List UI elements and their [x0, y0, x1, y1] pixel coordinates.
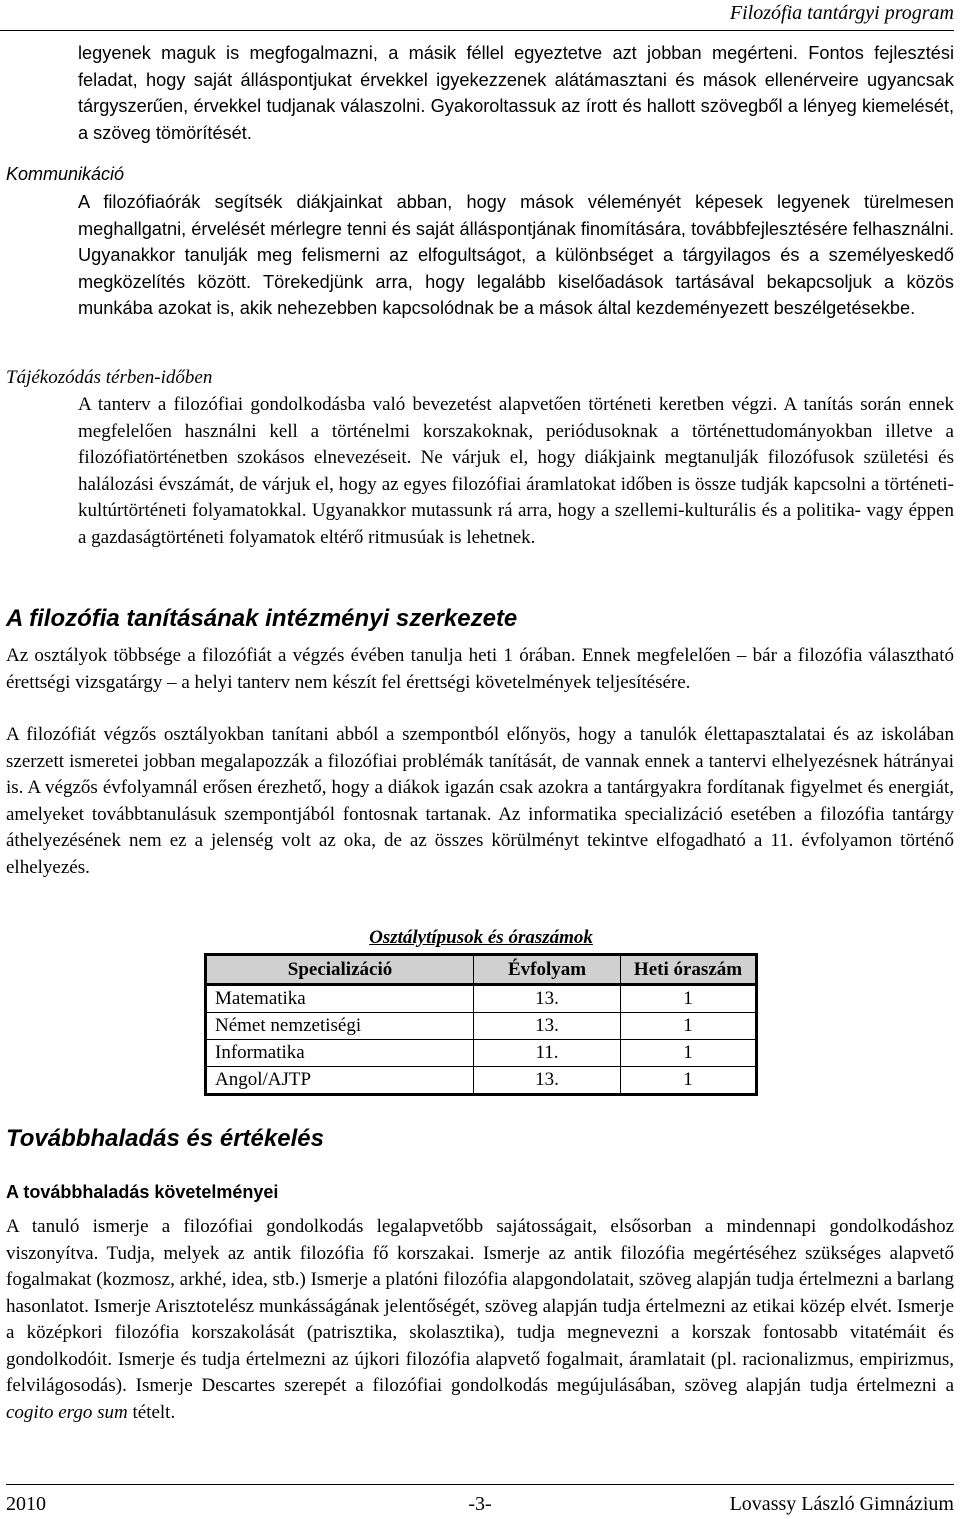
kovetelmenyek-italic-phrase: cogito ergo sum: [6, 1401, 128, 1423]
kovetelmenyek-text: A tanuló ismerje a filozófiai gondolkodás legalapvetőbb sajátosságait, elsősorban a mindennapi gondolkodáshoz viszonyítva. Tudja, melyek az antik filozófia fő korszakai. Ismerje az antik filozófia megértéséhez szükséges alapvető fogalmakat (kozmosz, arkhé, idea, stb.) Ismerje a platóni filozófia alapgondolatait, szöveg alapján tudja értelmezni a barlang hasonlatot. Ismerje Arisztotelész munkásságának jelentőségét, szöveg alapján tudja értelmezni az etikai közép elvét. Ismerje a középkori filozófia korszakolását (patrisztika, skolasztika), tudja megnevezni a korszak fontosabb vitatémáit és gondolkodóit. Ismerje és tudja értelmezni az újkori filozófia alapvető fogalmait, áramlatait (pl. racionalizmus, empirizmus, felvilágosodás). Ismerje Descartes szerepét a filozófiai gondolkodás megújulásában, szöveg alapján tudja értelmezni a: [6, 1216, 954, 1396]
column-header: Heti óraszám: [621, 955, 757, 985]
tajekozodas-paragraph: A tanterv a filozófiai gondolkodásba való bevezetést alapvetően történeti keretben végzi. A tanítás során ennek megfelelően használni kell a történelmi korszakoknak, periódusoknak a történettudományokban illetve a filozófiatörténetben szokásos elnevezéseit. Ne várjuk el, hogy diákjaink megtanulják filozófusok születési és halálozási évszámát, de várjuk el, hogy az egyes filozófiai áramlatokat időben is össze tudják kapcsolni a történeti-kultúrtörténeti folyamatokkal. Ugyanakkor mutassunk rá arra, hogy a szellemi-kulturális és a politika- vagy éppen a gazdaságtörténeti folyamatok eltérő ritmusúak is lehetnek.: [78, 394, 954, 548]
table-cell: Informatika: [206, 1040, 474, 1067]
table-caption: Osztálytípusok és óraszámok: [369, 927, 593, 948]
kommunikacio-subheading: Kommunikáció: [6, 164, 125, 184]
column-header: Specializáció: [206, 955, 474, 985]
table-row: [206, 1013, 757, 1040]
footer-page-number: -3-: [468, 1493, 492, 1515]
table-row: [206, 985, 757, 1013]
table-cell: 1: [621, 1067, 757, 1095]
kommunikacio-paragraph: A filozófiaórák segítsék diákjainkat abban, hogy mások véleményét képesek legyenek türelmesen meghallgatni, érvelését mérlegre tenni és saját álláspontjának finomítására, továbbfejlesztésére felhasználni. Ugyanakkor tanulják meg felismerni az elfogultságot, a különbséget a tárgyilagos és a személyeskedő megközelítés között. Törekedjünk arra, hogy legalább kiselőadások tartásával bekapcsoljuk a közös munkába azokat is, akik nehezebben kapcsolódnak be a mások által kezdeményezett beszélgetésekbe.: [78, 192, 954, 318]
table-cell: 13.: [474, 1013, 621, 1040]
column-header: Évfolyam: [474, 955, 621, 985]
kovetelmenyek-text-end: tételt.: [127, 1401, 176, 1423]
table-cell: 1: [621, 1013, 757, 1040]
table-cell: Matematika: [206, 985, 474, 1013]
tajekozodas-subheading: Tájékozódás térben-időben: [6, 367, 213, 388]
table-cell: 11.: [474, 1040, 621, 1067]
intro-paragraph: legyenek maguk is megfogalmazni, a másik féllel egyeztetve azt jobban megérteni. Fontos fejlesztési feladat, hogy saját álláspontjukat érvekkel igyekezzenek alátámasztani és mások ellenérveire ugyancsak tárgyszerűen, érvekkel tudjanak válaszolni. Gyakoroltassuk az írott és hallott szövegből a lényeg kiemelését, a szöveg tömörítését.: [78, 43, 954, 143]
tovabbhaladas-heading: Továbbhaladás és értékelés: [6, 1125, 324, 1152]
table-cell: 1: [621, 985, 757, 1013]
intezmenyi-heading: A filozófia tanításának intézményi szerkezete: [6, 605, 518, 632]
footer-year: 2010: [6, 1493, 46, 1515]
table-header-row: [206, 955, 757, 985]
class-types-table: [204, 953, 758, 1096]
table-row: [206, 1067, 757, 1095]
running-header: Filozófia tantárgyi program: [0, 0, 954, 31]
table-cell: Német nemzetiségi: [206, 1013, 474, 1040]
table-cell: Angol/AJTP: [206, 1067, 474, 1095]
table-cell: 13.: [474, 1067, 621, 1095]
footer-school: Lovassy László Gimnázium: [729, 1493, 954, 1515]
intezmenyi-paragraph-2: A filozófiát végzős osztályokban tanítani abból a szempontból előnyös, hogy a tanulók élettapasztalatai és az iskolában szerzett ismeretei jobban megalapozzák a filozófiai problémák tanítását, de vannak ennek a tantervi elhelyezésnek hátrányai is. A végzős évfolyamnál erősen érezhető, hogy a diákok igazán csak azokra a tantárgyakra fordítanak figyelmet és energiát, amelyeket továbbtanulásuk szempontjából fontosnak tartanak. Az informatika specializáció esetében a filozófia tantárgy áthelyezésének nem ez a jelenség volt az oka, de az összes körülményt tekintve elfogadható a 11. évfolyamon történő elhelyezés.: [6, 724, 954, 878]
table-cell: 13.: [474, 985, 621, 1013]
intezmenyi-paragraph-1: Az osztályok többsége a filozófiát a végzés évében tanulja heti 1 órában. Ennek megfelelően – bár a filozófia választható érettségi vizsgatárgy – a helyi tanterv nem készít fel érettségi követelmények teljesítésére.: [6, 645, 954, 693]
kovetelmenyek-paragraph: [6, 1214, 954, 1426]
kovetelmenyek-subheading: A továbbhaladás követelményei: [6, 1182, 279, 1202]
table-cell: 1: [621, 1040, 757, 1067]
table-row: [206, 1040, 757, 1067]
page-footer: [6, 1484, 954, 1515]
